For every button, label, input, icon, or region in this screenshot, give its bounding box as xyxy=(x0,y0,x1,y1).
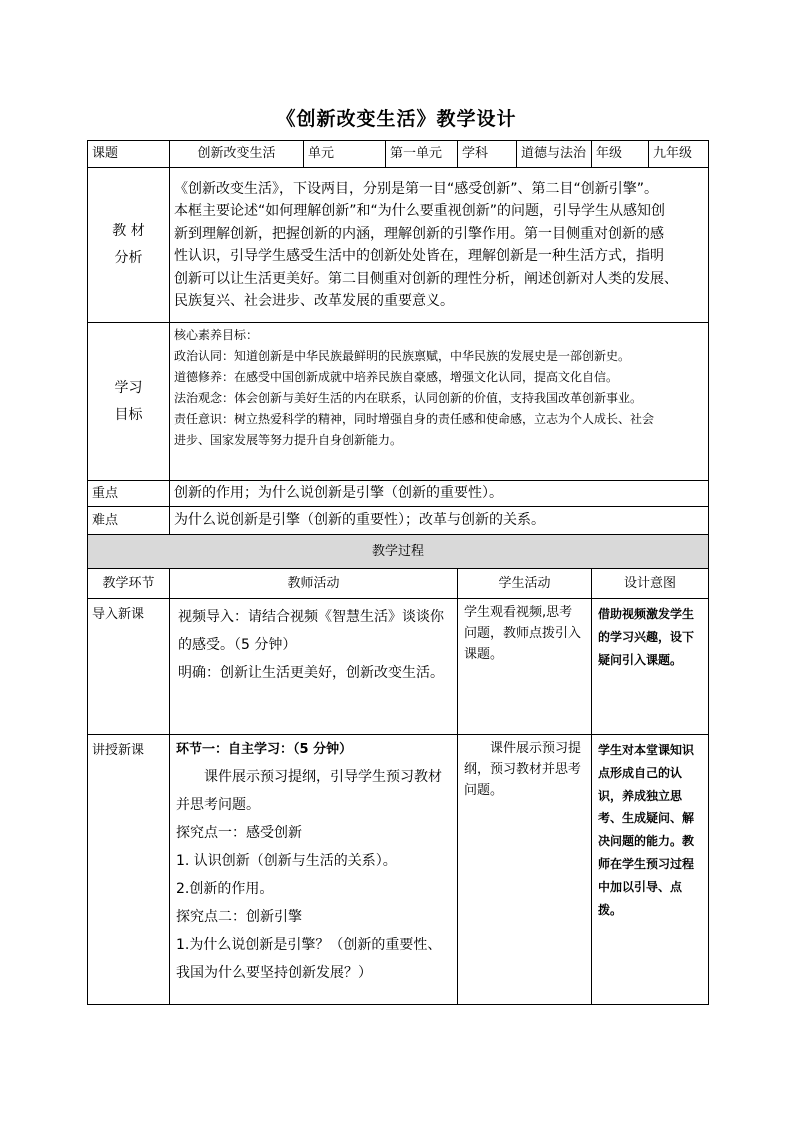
goal-line: 进步、国家发展等努力提升自身创新能力。 xyxy=(174,433,403,447)
analysis-label: 教 材 分析 xyxy=(88,168,170,323)
teacher-line: 并思考问题。 xyxy=(176,797,260,813)
teacher-line: 2.创新的作用。 xyxy=(176,881,274,897)
key-point-text: 创新的作用；为什么说创新是引擎（创新的重要性）。 xyxy=(170,481,709,507)
teacher-heading: 环节一：自主学习：（5 分钟） xyxy=(176,742,353,757)
teacher-line: 视频导入：请结合视频《智慧生活》谈谈你 xyxy=(178,609,444,625)
teacher-line: 1.为什么说创新是引擎？（创新的重要性、 xyxy=(176,937,442,953)
analysis-line: 民族复兴、社会进步、改革发展的重要意义。 xyxy=(174,292,454,309)
goal-line: 法治观念：体会创新与美好生活的内在联系，认同创新的价值，支持我国改革创新事业。 xyxy=(174,391,643,405)
analysis-line: 新到理解创新，把握创新的内涵，理解创新的引擎作用。第一目侧重对创新的感 xyxy=(174,225,664,242)
grade-label: 年级 xyxy=(592,141,649,168)
col-teacher: 教师活动 xyxy=(170,569,458,599)
difficulty-label: 难点 xyxy=(88,507,170,535)
stage-cell: 导入新课 xyxy=(88,599,170,735)
teacher-line: 的感受。（5 分钟） xyxy=(178,637,297,653)
teacher-line: 明确：创新让生活更美好，创新改变生活。 xyxy=(178,665,444,681)
teacher-line: 1. 认识创新（创新与生活的关系）。 xyxy=(176,853,397,869)
col-intent: 设计意图 xyxy=(592,569,709,599)
unit-label: 单元 xyxy=(304,141,386,168)
analysis-line: 性认识，引导学生感受生活中的创新处处皆在，理解创新是一种生活方式，指明 xyxy=(174,248,664,265)
teacher-cell xyxy=(170,735,458,1005)
topic-value: 创新改变生活 xyxy=(170,141,304,168)
analysis-line: 本框主要论述“如何理解创新”和“为什么要重视创新”的问题，引导学生从感知创 xyxy=(174,203,666,220)
key-point-label: 重点 xyxy=(88,481,170,507)
goals-text xyxy=(170,323,709,481)
intent-cell: 借助视频激发学生的学习兴趣，设下疑问引入课题。 xyxy=(592,599,709,735)
teacher-line: 探究点一：感受创新 xyxy=(176,825,302,841)
process-header: 教学过程 xyxy=(88,535,709,569)
unit-value: 第一单元 xyxy=(386,141,458,168)
goal-line: 责任意识：树立热爱科学的精神，同时增强自身的责任感和使命感，立志为个人成长、社会 xyxy=(174,412,655,426)
intent-cell: 学生对本堂课知识点形成自己的认识，养成独立思考、生成疑问、解决问题的能力。教师在学生预习过程中加以引导、点拨。 xyxy=(592,735,709,1005)
stage-cell: 讲授新课 xyxy=(88,735,170,1005)
teacher-line: 我国为什么要坚持创新发展？） xyxy=(176,965,372,981)
topic-label: 课题 xyxy=(88,141,170,168)
student-cell: 课件展示预习提纲，预习教材并思考问题。 xyxy=(458,735,592,1005)
col-stage: 教学环节 xyxy=(88,569,170,599)
subject-value: 道德与法治 xyxy=(517,141,592,168)
goal-line: 道德修养：在感受中国创新成就中培养民族自豪感，增强文化认同，提高文化自信。 xyxy=(174,370,619,384)
teacher-line: 课件展示预习提纲，引导学生预习教材 xyxy=(204,769,442,785)
goal-line: 核心素养目标： xyxy=(174,328,259,342)
lesson-plan-table xyxy=(87,140,709,1005)
teacher-line: 探究点二：创新引擎 xyxy=(176,909,302,925)
analysis-line: 创新可以让生活更美好。第二目侧重对创新的理性分析，阐述创新对人类的发展、 xyxy=(174,270,678,287)
teacher-cell xyxy=(170,599,458,735)
col-student: 学生活动 xyxy=(458,569,592,599)
analysis-text xyxy=(170,168,709,323)
student-cell: 学生观看视频,思考问题，教师点拨引入课题。 xyxy=(458,599,592,735)
difficulty-text: 为什么说创新是引擎（创新的重要性）；改革与创新的关系。 xyxy=(170,507,709,535)
subject-label: 学科 xyxy=(458,141,517,168)
analysis-line: 《创新改变生活》，下设两目，分别是第一目“感受创新”、第二目“创新引擎”。 xyxy=(174,181,659,197)
page-title: 《创新改变生活》教学设计 xyxy=(276,108,517,130)
grade-value: 九年级 xyxy=(649,141,709,168)
goal-line: 政治认同：知道创新是中华民族最鲜明的民族禀赋，中华民族的发展史是一部创新史。 xyxy=(174,349,631,363)
goals-label: 学习 目标 xyxy=(88,323,170,481)
